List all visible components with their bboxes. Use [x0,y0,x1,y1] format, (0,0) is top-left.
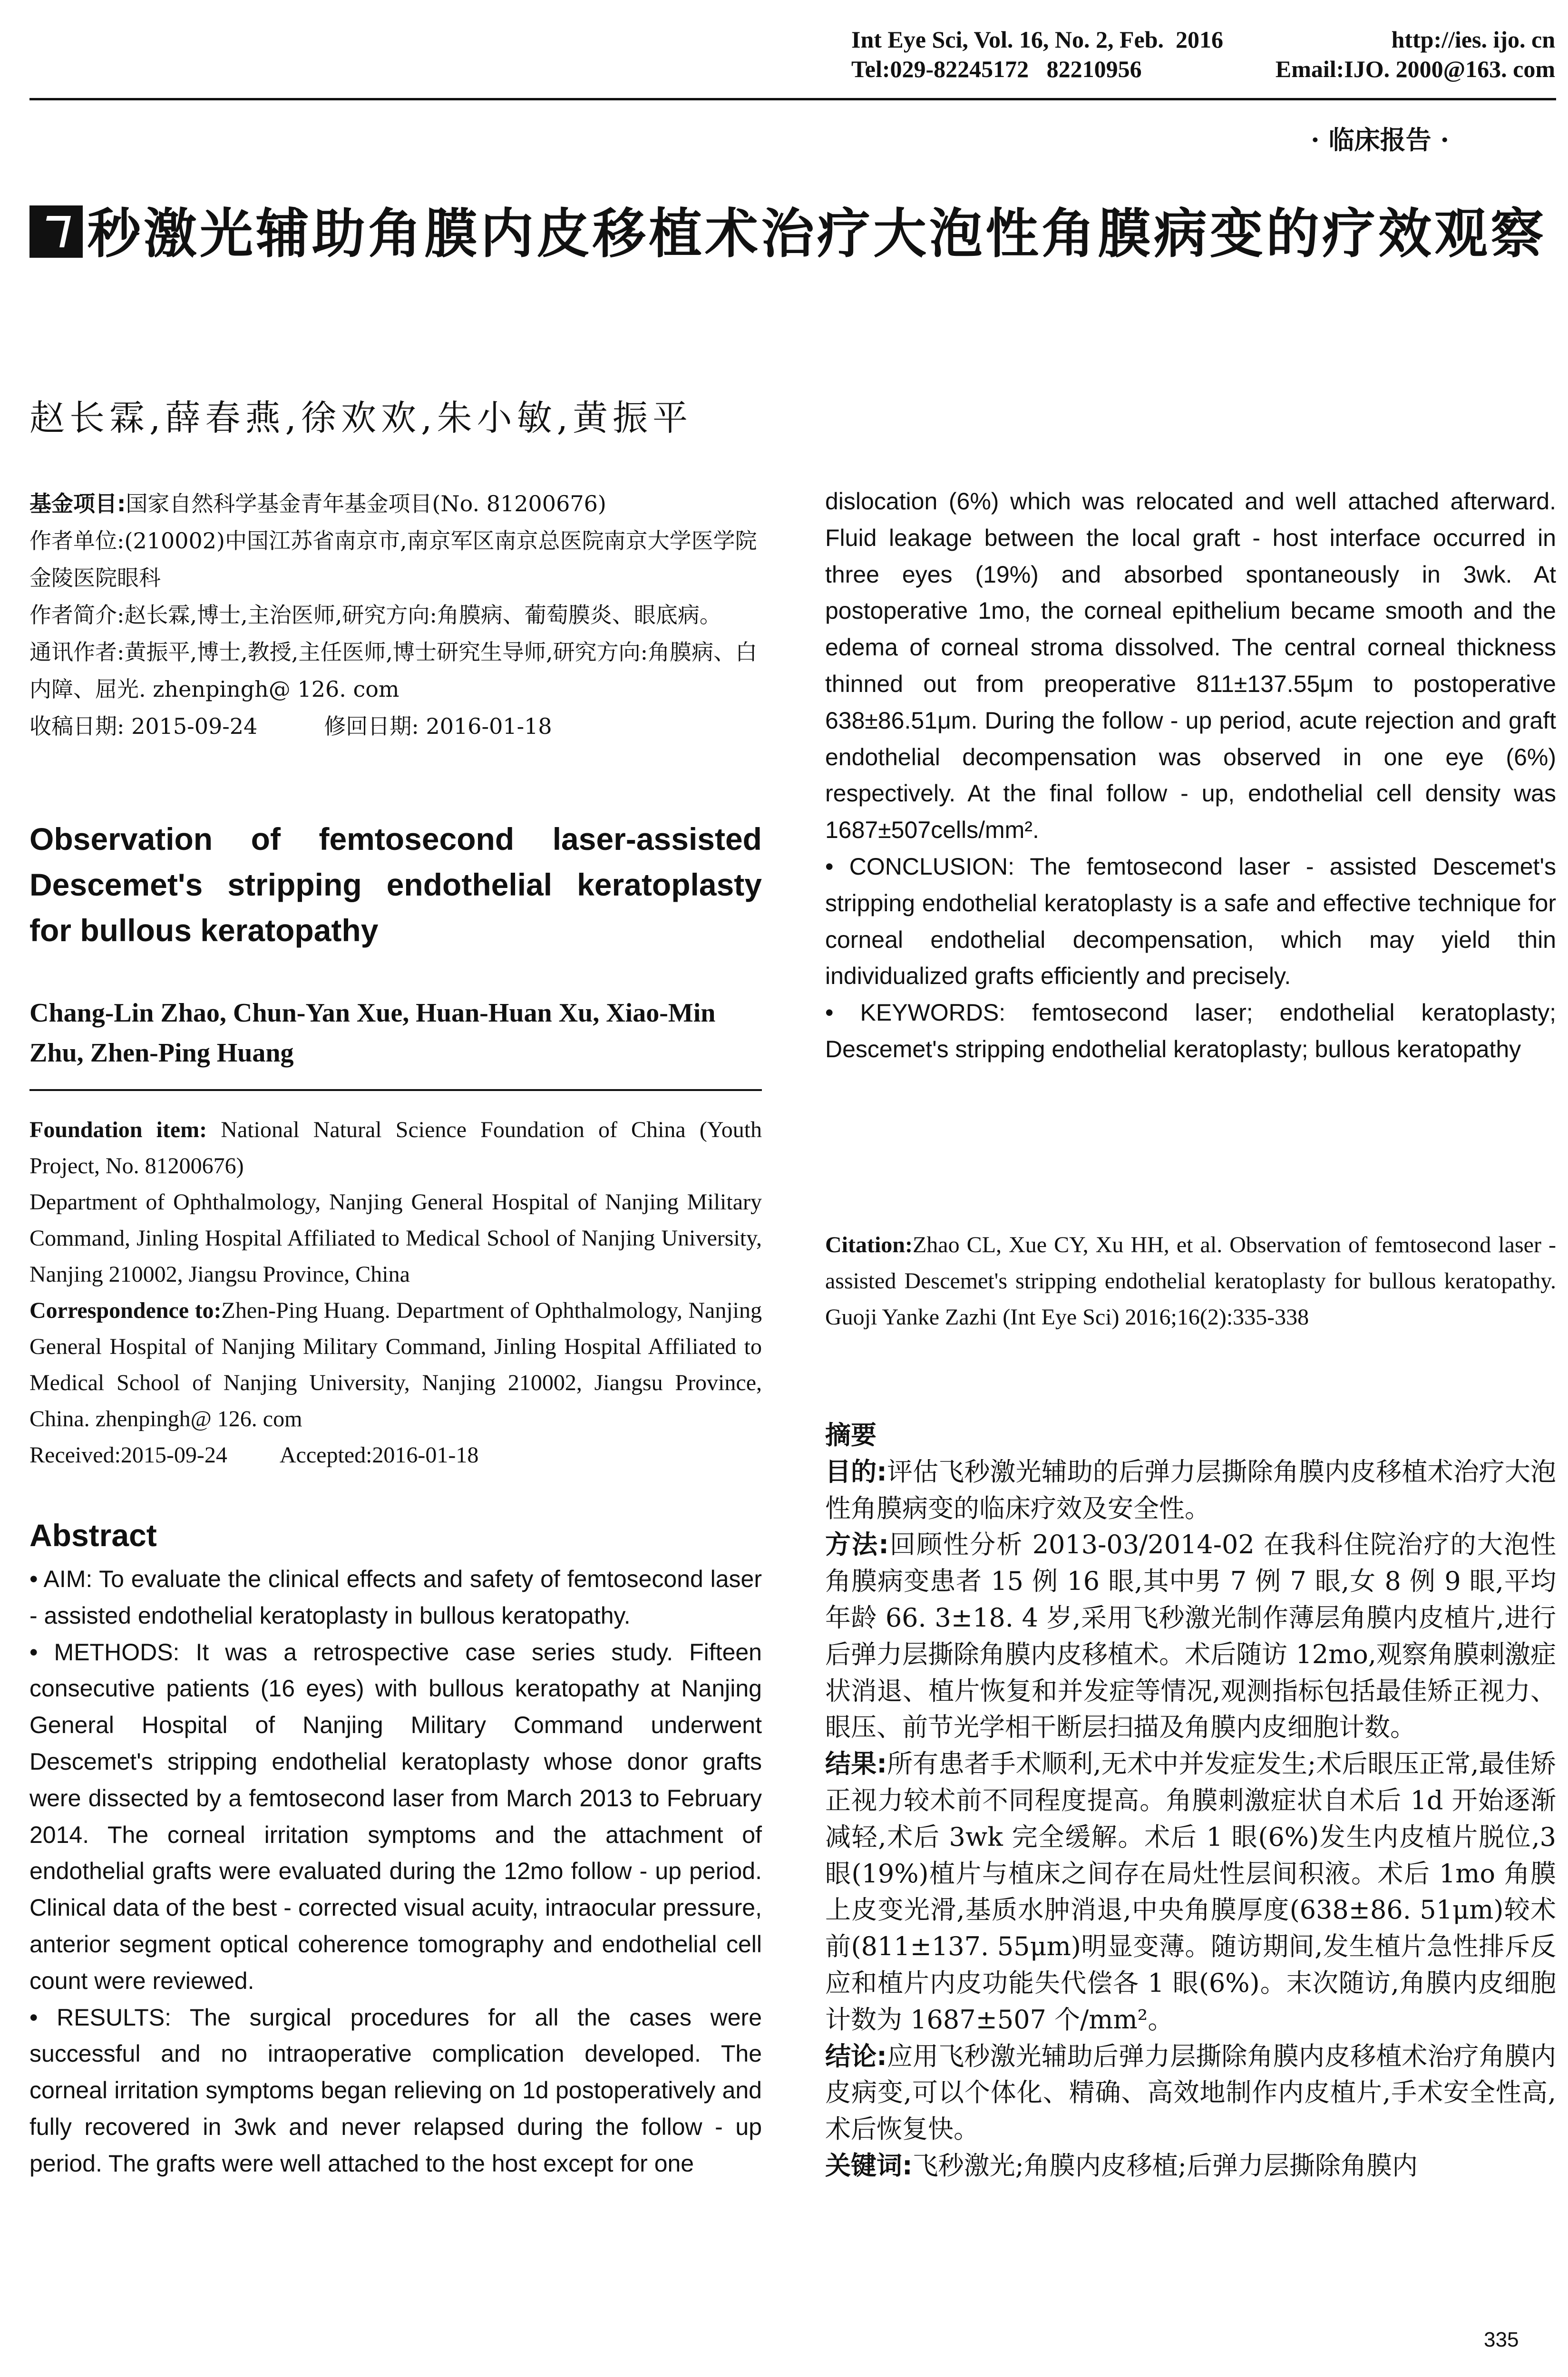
abstract-cn-methods [825,1527,1556,1746]
running-header [851,25,1555,84]
journal-website: http://ies. ijo. cn [1391,26,1555,53]
abstract-cn-conclusion-text: 应用飞秒激光辅助后弹力层撕除角膜内皮移植术治疗角膜内皮病变,可以个体化、精确、高效地制作内皮植片,手术安全性高,术后恢复快。 [825,2041,1556,2144]
accepted-en: Accepted:2016-01-18 [279,1442,479,1468]
abstract-keywords: • KEYWORDS: femtosecond laser; endothelial keratoplasty; Descemet's stripping endothelial keratoplasty; bullous keratopathy [825,999,1556,1062]
column-rule [29,1089,762,1091]
bio-cn: 作者简介:赵长霖,博士,主治医师,研究方向:角膜病、葡萄膜炎、眼底病。 [29,602,721,628]
department-en: Department of Ophthalmology, Nanjing General Hospital of Nanjing Military Command, Jinling Hospital Affiliated to Medical School of Nanjing University, Nanjing 210002, Jiangsu Province, China [29,1189,762,1287]
citation-text: Zhao CL, Xue CY, Xu HH, et al. Observation of femtosecond laser - assisted Descemet's stripping endothelial keratoplasty for bullous keratopathy. Guoji Yanke Zazhi (Int Eye Sci) 2016;16(2):335-338 [825,1232,1556,1330]
abstract-right [825,483,1556,1068]
dates-en [29,1437,762,1473]
received-cn: 收稿日期: 2015-09-24 [29,713,258,739]
meta-cn [29,485,762,745]
correspondence-en-label: Correspondence to: [29,1298,222,1323]
abstract-cn-heading [825,1417,1556,1454]
foundation-en-text: National Natural Science Foundation of China (Youth Project, No. 81200676) [29,1117,762,1179]
abstract-results: • RESULTS: The surgical procedures for all the cases were successful and no intraoperative complication developed. The corneal irritation symptoms began relieving on 1d postoperatively and fully recovered in 3wk and never relapsed during the follow - up period. The grafts were well attached to the host except for one [29,2004,762,2177]
correspondence-en-text: Zhen-Ping Huang. Department of Ophthalmology, Nanjing General Hospital of Nanjing Military Command, Jinling Hospital Affiliated to Medical School of Nanjing University, Nanjing 210002, Jiangsu Province, China. zhenpingh@ 126. com [29,1298,762,1432]
fei-logo-icon [29,205,83,258]
abstract-cn-methods-label: 方法: [825,1529,889,1560]
received-en: Received:2015-09-24 [29,1442,227,1468]
abstract-cn-heading-text: 摘要 [825,1420,877,1450]
title-en: Observation of femtosecond laser-assisted Descemet's stripping endothelial keratoplasty for bullous keratopathy [29,821,762,948]
abstract-cn-aim-text: 评估飞秒激光辅助的后弹力层撕除角膜内皮移植术治疗大泡性角膜病变的临床疗效及安全性。 [825,1456,1556,1523]
correspondence-en [29,1293,762,1437]
section-tag: · 临床报告 · [1311,125,1450,155]
correspondence-cn: 通讯作者:黄振平,博士,教授,主任医师,博士研究生导师,研究方向:角膜病、白内障、屈光. zhenpingh@ 126. com [29,639,758,702]
authors-cn: 赵长霖,薛春燕,徐欢欢,朱小敏,黄振平 [29,398,693,438]
abstract-cn-conclusion [825,2038,1556,2148]
abstract-left [29,1561,762,2182]
abstract-cn-keywords [825,2148,1556,2184]
affiliation-cn: 作者单位:(210002)中国江苏省南京市,南京军区南京总医院南京大学医学院金陵医院眼科 [29,528,757,591]
abstract-cn-methods-text: 回顾性分析 2013-03/2014-02 在我科住院治疗的大泡性角膜病变患者 15 例 16 眼,其中男 7 例 7 眼,女 8 例 9 眼,平均年龄 66. 3±18. 4 岁,采用飞秒激光制作薄层角膜内皮植片,进行后弹力层撕除角膜内皮移植术。术后随访 12mo,观察角膜刺激症状消退、植片恢复和并发症等情况,观测指标包括最佳矫正视力、眼压、前节光学相干断层扫描及角膜内皮细胞计数。 [825,1529,1556,1743]
abstract-cn-keywords-label: 关键词: [825,2150,913,2181]
abstract-aim: • AIM: To evaluate the clinical effects and safety of femtosecond laser - assisted endothelial keratoplasty in bullous keratopathy. [29,1566,762,1629]
abstract-cn-aim [825,1454,1556,1527]
dates-cn [29,708,762,745]
abstract-cn-keywords-text: 飞秒激光;角膜内皮移植;后弹力层撕除角膜内 [912,2150,1418,2181]
foundation-cn [29,485,762,522]
foundation-en [29,1112,762,1184]
abstract-cn [825,1417,1556,2184]
abstract-cn-conclusion-label: 结论: [825,2041,887,2071]
header-rule [29,98,1556,100]
foundation-cn-text: 国家自然科学基金青年基金项目(No. 81200676) [126,491,606,516]
journal-citation: Int Eye Sci, Vol. 16, No. 2, Feb. 2016 [851,26,1224,53]
meta-en [29,1112,762,1473]
title-cn-text: 秒激光辅助角膜内皮移植术治疗大泡性角膜病变的疗效观察 [88,203,1547,265]
page-number: 335 [1484,2328,1519,2351]
journal-email: Email:IJO. 2000@163. com [1275,56,1555,82]
citation-label: Citation: [825,1232,913,1257]
page-title-cn [29,199,1556,269]
abstract-cn-aim-label: 目的: [825,1456,887,1487]
abstract-cn-results-text: 所有患者手术顺利,无术中并发症发生;术后眼压正常,最佳矫正视力较术前不同程度提高。角膜刺激症状自术后 1d 开始逐渐减轻,术后 3wk 完全缓解。术后 1 眼(6%)发生内皮植片脱位,3 眼(19%)植片与植床之间存在局灶性层间积液。术后 1mo 角膜上皮变光滑,基质水肿消退,中央角膜厚度(638±86. 51μm)较术前(811±137. 55μm)明显变薄。随访期间,发生植片急性排斥反应和植片内皮功能失代偿各 1 眼(6%)。末次随访,角膜内皮细胞计数为 1687±507 个/mm²。 [825,1749,1556,2035]
authors-en: Chang-Lin Zhao, Chun-Yan Xue, Huan-Huan Xu, Xiao-Min Zhu, Zhen-Ping Huang [29,998,716,1068]
citation [825,1227,1556,1335]
foundation-en-label: Foundation item: [29,1117,207,1142]
abstract-conclusion: • CONCLUSION: The femtosecond laser - assisted Descemet's stripping endothelial keratoplasty is a safe and effective technique for corneal endothelial decompensation, which may yield thin individualized grafts efficiently and precisely. [825,853,1556,990]
abstract-cn-results-label: 结果: [825,1749,887,1779]
journal-tel: Tel:029-82245172 82210956 [851,56,1142,82]
abstract-heading: Abstract [29,1518,157,1553]
revised-cn: 修回日期: 2016-01-18 [324,713,552,739]
abstract-methods: • METHODS: It was a retrospective case series study. Fifteen consecutive patients (16 eyes) with bullous keratopathy at Nanjing General Hospital of Nanjing Military Command underwent Descemet's stripping endothelial keratoplasty whose donor grafts were dissected by a femtosecond laser from March 2013 to February 2014. The corneal irritation symptoms and the attachment of endothelial grafts were evaluated during the 12mo follow - up period. Clinical data of the best - corrected visual acuity, intraocular pressure, anterior segment optical coherence tomography and endothelial cell count were reviewed. [29,1638,762,1994]
foundation-cn-label: 基金项目: [29,491,126,516]
abstract-results-cont: dislocation (6%) which was relocated and well attached afterward. Fluid leakage between the local graft - host interface occurred in three eyes (19%) and absorbed spontaneously in 3wk. At postoperative 1mo, the corneal epithelium became smooth and the edema of corneal stroma dissolved. The central corneal thickness thinned out from preoperative 811±137.55μm to postoperative 638±86.51μm. During the follow - up period, acute rejection and graft endothelial decompensation was observed in one eye (6%) respectively. At the final follow - up, endothelial cell density was 1687±507cells/mm². [825,488,1556,844]
abstract-cn-results [825,1746,1556,2038]
